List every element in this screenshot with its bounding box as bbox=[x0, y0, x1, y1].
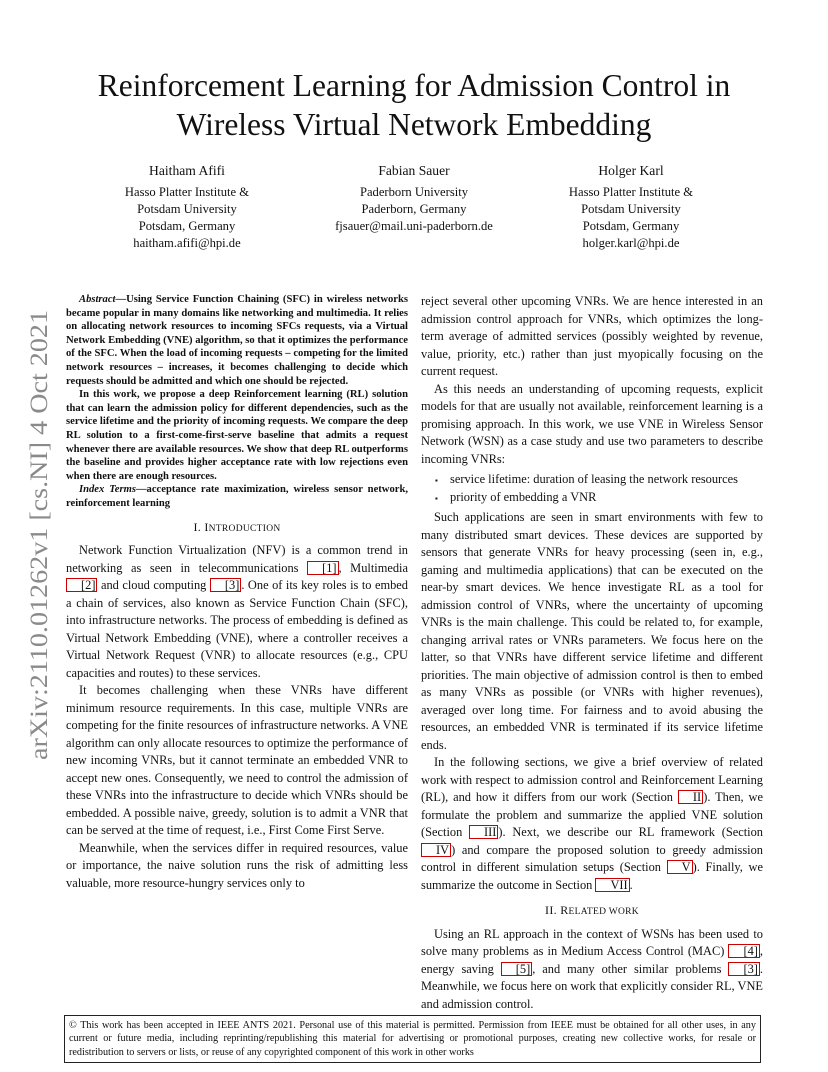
abstract-paragraph-2: In this work, we propose a deep Reinforcement learning (RL) solution that can learn the admission policy for different dependencies, such as the service lifetime and the priority of incoming requests. We compare the deep RL solution to a first-come-first-serve baseline that admits a request whenever there are available resources. We show that deep RL outperforms the baseline and provides higher acceptance rate with low rejections even when there are enough resources. bbox=[66, 389, 408, 482]
author-location: Paderborn, Germany bbox=[361, 202, 467, 216]
author-affiliation: Hasso Platter Institute & bbox=[124, 185, 250, 199]
author-email: haitham.afifi@hpi.de bbox=[133, 236, 241, 250]
citation-link[interactable]: [3] bbox=[210, 578, 241, 592]
author-affiliation: Hasso Platter Institute & bbox=[568, 185, 694, 199]
section-heading-related-work: II. RELATED WORK bbox=[545, 903, 639, 917]
author-block-1 bbox=[92, 162, 282, 252]
list-item: ▪ priority of embedding a VNR bbox=[421, 489, 763, 507]
left-column bbox=[66, 293, 408, 892]
section-heading-introduction: I. INTRODUCTION bbox=[193, 519, 281, 534]
author-email: fjsauer@mail.uni-paderborn.de bbox=[335, 219, 493, 233]
citation-link[interactable]: [2] bbox=[66, 578, 97, 592]
author-name: Haitham Afifi bbox=[149, 163, 225, 178]
copyright-notice: © This work has been accepted in IEEE ANTS 2021. Personal use of this material is permitted. Permission from IEEE must be obtained for all other uses, in any current or future media, including reprinting/republishing this material for advertising or promotional purposes, creating new collective works, for resale or redistribution to servers or lists, or reuse of any copyrighted component of this work in other works bbox=[64, 1015, 761, 1063]
body-paragraph: It becomes challenging when these VNRs have different minimum resource requirements. In this case, multiple VNRs are competing for the finite resources of infrastructure networks. A VNE algorithm can only allocate resources to optimize the performance of new incoming VNRs, but it cannot terminate an embedded VNR to accept new ones. Consequently, we need to control the admission of these VNRs into the infrastructure to decide which VNRs should be embedded. A possible naive, greedy, solution is to admit a VNR that can be served at the time of request, i.e., First Come First Serve. bbox=[66, 683, 408, 837]
author-block-3 bbox=[536, 162, 726, 252]
author-location: Potsdam, Germany bbox=[138, 219, 236, 233]
citation-link[interactable]: [4] bbox=[728, 944, 759, 958]
body-paragraph: Meanwhile, when the services differ in required resources, value or importance, the naive solution runs the risk of admitting less valuable, more resource-hungry services only to bbox=[66, 840, 408, 890]
body-paragraph: As this needs an understanding of upcoming requests, explicit models for that are usually not available, reinforcement learning is a promising approach. In this work, we use VNE in Wireless Sensor Network (WSN) as a case study and use two parameters to describe incoming VNRs: bbox=[421, 381, 763, 466]
author-email: holger.karl@hpi.de bbox=[582, 236, 680, 250]
index-terms: Index Terms—acceptance rate maximization, wireless sensor network, reinforcement learning bbox=[66, 484, 408, 509]
abstract bbox=[66, 293, 408, 511]
arxiv-stamp-text: arXiv:2110.01262v1 [cs.NI] 4 Oct 2021 bbox=[24, 351, 53, 760]
author-name: Holger Karl bbox=[598, 163, 664, 178]
body-paragraph: In the following sections, we give a brief overview of related work with respect to admission control and Reinforcement Learning (RL), and how it differs from our work (Section II ). Then, we formulate the problem and summarize the applied VNE solution (Section III ). Next, we describe our RL framework (Section IV ) and compare the proposed solution to greedy admission control in different simulation setups (Section V ). Finally, we summarize the outcome in Section VII . bbox=[421, 755, 764, 892]
author-affiliation: Paderborn University bbox=[359, 185, 469, 199]
right-column bbox=[421, 293, 763, 1013]
body-paragraph: Such applications are seen in smart environments with few to many distributed smart devices. These devices are supported by sensors that generate VNRs for heavy processing (seen in, e.g., gaming and multimedia applications) that can be executed on the near-by smart devices. We hence investigate RL as a tool for admission control of VNRs, where the uncertainty of upcoming VNRs is the main challenge. This could be related to, for example, changing arrival rates or VNRs parameters. We focus here on the latter, so that VNRs have different service lifetime and different priorities. The main objective of admission control is then to embed as many VNRs as possible (or VNRs with higher revenues), averaged over long time. For fairness and to avoid abusing the resources, an embedded VNR is terminated if its service lifetime ends. bbox=[421, 510, 763, 752]
author-affiliation: Potsdam University bbox=[137, 202, 237, 216]
arxiv-stamp bbox=[20, 305, 56, 765]
paper-title bbox=[60, 66, 768, 144]
list-item: ▪ service lifetime: duration of leasing the network resources bbox=[421, 471, 763, 489]
author-block-2 bbox=[322, 162, 506, 235]
section-ref-link[interactable]: II bbox=[678, 790, 703, 804]
citation-link[interactable]: [5] bbox=[501, 962, 532, 976]
bullet-list bbox=[421, 471, 763, 506]
title-line-2: Wireless Virtual Network Embedding bbox=[176, 107, 652, 142]
citation-link[interactable]: [3] bbox=[728, 962, 759, 976]
title-line-1: Reinforcement Learning for Admission Control in bbox=[97, 68, 731, 103]
section-ref-link[interactable]: VII bbox=[595, 878, 629, 892]
abstract-paragraph-1: Abstract—Using Service Function Chaining (SFC) in wireless networks became popular in many domains like networking and multimedia. It relies on allocating network resources to incoming SFCs requests, via a Virtual Network Embedding (VNE) algorithm, so that it optimizes the performance of the SFC. When the load of incoming requests – competing for the limited network resources – increases, it becomes challenging to decide which requests should be admitted and which one should be rejected. bbox=[66, 294, 408, 387]
body-paragraph: Network Function Virtualization (NFV) is a common trend in networking as seen in telecommunications [1] , Multimedia [2] and cloud computing [3] . One of its key roles is to embed a chain of services, also known as Service Function Chain (SFC), into infrastructure networks. The process of embedding is defined as Virtual Network Embedding (VNE), where a controller receives a Virtual Network Request (VNR) to allocate resources (e.g., CPU capacities and routes) to these services. bbox=[66, 543, 408, 680]
section-ref-link[interactable]: IV bbox=[421, 843, 451, 857]
body-paragraph: reject several other upcoming VNRs. We are hence interested in an admission control approach for VNRs, which optimizes the long-term average of admitted services (possibly weighted by revenue, value, priority, etc.) rather than just myopically focusing on the current request. bbox=[421, 294, 763, 378]
citation-link[interactable]: [1] bbox=[307, 561, 338, 575]
author-affiliation: Potsdam University bbox=[581, 202, 681, 216]
section-ref-link[interactable]: V bbox=[667, 860, 693, 874]
section-ref-link[interactable]: III bbox=[469, 825, 498, 839]
author-name: Fabian Sauer bbox=[378, 163, 450, 178]
index-terms-label: Index Terms bbox=[79, 484, 136, 496]
abstract-label: Abstract bbox=[79, 294, 116, 305]
body-paragraph: Using an RL approach in the context of WSNs has been used to solve many problems as in Medium Access Control (MAC) [4] , energy saving [5] , and many other similar problems [3] . Meanwhile, we focus here on work that explicitly consider RL, VNE and admission control. bbox=[421, 926, 763, 1011]
author-location: Potsdam, Germany bbox=[582, 219, 680, 233]
